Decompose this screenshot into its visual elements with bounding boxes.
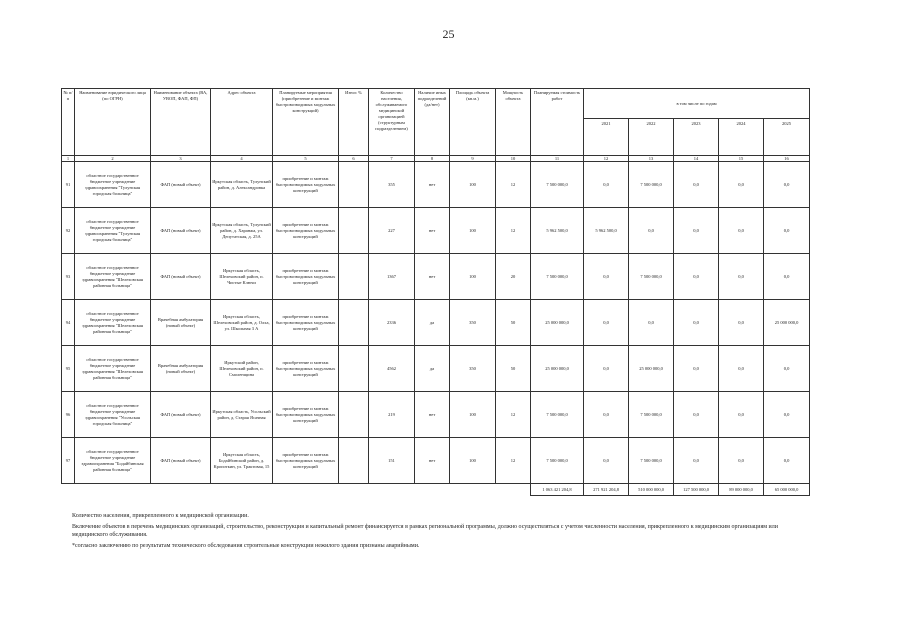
cost-2021: 0,0	[584, 392, 629, 438]
wear-percent	[339, 254, 369, 300]
cost-2022: 7 500 000,0	[629, 438, 674, 484]
area: 100	[450, 162, 496, 208]
capacity: 12	[496, 392, 531, 438]
area: 350	[450, 346, 496, 392]
header-area: Площадь объекта (кв.м.)	[450, 89, 496, 156]
header-year-2023: 2023	[674, 119, 719, 156]
row-number: 95	[62, 346, 75, 392]
note-2: Включение объектов в перечень медицинских организаций, строительство, реконструкция и капитальный ремонт финансируется в рамках региональной программы, должно осуществляться с учетом численности населения, прикрепленного к медицинским организациям или медицинского обслуживания.	[72, 524, 778, 538]
col-number: 2	[75, 156, 151, 162]
org-name: областное государственное бюджетное учреждение здравоохранения "Тулунская городская больница"	[75, 162, 151, 208]
row-number: 93	[62, 254, 75, 300]
cost-2023: 0,0	[674, 208, 719, 254]
col-number: 8	[415, 156, 450, 162]
population: 4562	[369, 346, 415, 392]
cost-2025: 0,0	[764, 162, 810, 208]
col-number: 14	[674, 156, 719, 162]
row-number: 94	[62, 300, 75, 346]
total-2022: 510 000 000,0	[629, 484, 674, 496]
row-number: 92	[62, 208, 75, 254]
other-units: нет	[415, 254, 450, 300]
object-type: Врачебная амбулатория (новый объект)	[151, 300, 211, 346]
program-table	[61, 88, 810, 496]
table-row	[62, 438, 810, 484]
total-2024: 89 000 000,0	[719, 484, 764, 496]
population: 219	[369, 392, 415, 438]
area: 350	[450, 300, 496, 346]
row-number: 91	[62, 162, 75, 208]
cost-2024: 0,0	[719, 208, 764, 254]
cost-2022: 7 500 000,0	[629, 392, 674, 438]
col-number: 6	[339, 156, 369, 162]
table-row	[62, 254, 810, 300]
header-year-2021: 2021	[584, 119, 629, 156]
notes	[72, 512, 792, 553]
header-object: Наименование объекта (ВА, УВОП, ФАП, ФП)	[151, 89, 211, 156]
header-other-units: Наличие иных подразделений (да/нет)	[415, 89, 450, 156]
area: 100	[450, 254, 496, 300]
population: 227	[369, 208, 415, 254]
header-capacity: Мощность объекта	[496, 89, 531, 156]
org-name: областное государственное бюджетное учреждение здравоохранения "Шелеховская районная больница"	[75, 300, 151, 346]
cost-2024: 0,0	[719, 392, 764, 438]
cost-2024: 0,0	[719, 162, 764, 208]
wear-percent	[339, 438, 369, 484]
other-units: нет	[415, 392, 450, 438]
planned-work: приобретение и монтаж быстровозводимых модульных конструкций	[273, 346, 339, 392]
org-name: областное государственное бюджетное учреждение здравоохранения "Шелеховская районная больница"	[75, 346, 151, 392]
cost-2023: 0,0	[674, 162, 719, 208]
total-cost: 1 063 421 204,8	[531, 484, 584, 496]
table-row	[62, 162, 810, 208]
other-units: нет	[415, 438, 450, 484]
planned-cost: 25 000 000,0	[531, 300, 584, 346]
object-address: Иркутская область, Усольский район, д. Старая Ясачная	[211, 392, 273, 438]
planned-cost: 5 962 500,0	[531, 208, 584, 254]
population: 1367	[369, 254, 415, 300]
note-3: *согласно заключению по результатам технического обследования строительные конструкции нежилого здания признаны аварийными.	[72, 543, 420, 549]
total-row	[62, 484, 810, 496]
col-number: 10	[496, 156, 531, 162]
table-row	[62, 300, 810, 346]
cost-2024: 0,0	[719, 254, 764, 300]
cost-2022: 0,0	[629, 300, 674, 346]
col-number: 7	[369, 156, 415, 162]
cost-2022: 7 500 000,0	[629, 254, 674, 300]
cost-2022: 25 000 000,0	[629, 346, 674, 392]
col-number: 11	[531, 156, 584, 162]
object-type: ФАП (новый объект)	[151, 254, 211, 300]
header-by-years: в том числе по годам	[584, 89, 810, 119]
planned-work: приобретение и монтаж быстровозводимых модульных конструкций	[273, 300, 339, 346]
cost-2025: 0,0	[764, 392, 810, 438]
other-units: нет	[415, 208, 450, 254]
planned-work: приобретение и монтаж быстровозводимых модульных конструкций	[273, 162, 339, 208]
col-number: 9	[450, 156, 496, 162]
col-number: 3	[151, 156, 211, 162]
cost-2025: 0,0	[764, 346, 810, 392]
capacity: 50	[496, 346, 531, 392]
wear-percent	[339, 346, 369, 392]
header-row	[62, 89, 810, 119]
object-type: Врачебная амбулатория (новый объект)	[151, 346, 211, 392]
planned-work: приобретение и монтаж быстровозводимых модульных конструкций	[273, 392, 339, 438]
population: 2336	[369, 300, 415, 346]
col-number: 13	[629, 156, 674, 162]
object-address: Иркутская область, Тулунский район, д. Харанжа, ул. Депутатская, д. 25А	[211, 208, 273, 254]
object-type: ФАП (новый объект)	[151, 392, 211, 438]
area: 100	[450, 438, 496, 484]
capacity: 50	[496, 300, 531, 346]
object-type: ФАП (новый объект)	[151, 438, 211, 484]
cost-2021: 0,0	[584, 438, 629, 484]
object-address: Иркутская область, Бодайбинский район, д. Кропоткин, ул. Трактовая, 15	[211, 438, 273, 484]
cost-2021: 0,0	[584, 254, 629, 300]
org-name: областное государственное бюджетное учреждение здравоохранения "Шелеховская районная больница"	[75, 254, 151, 300]
header-year-2024: 2024	[719, 119, 764, 156]
total-spacer	[62, 484, 531, 496]
capacity: 20	[496, 254, 531, 300]
table-row	[62, 208, 810, 254]
planned-cost: 7 500 000,0	[531, 438, 584, 484]
table-body	[62, 162, 810, 484]
cost-2022: 7 500 000,0	[629, 162, 674, 208]
header-work: Планируемые мероприятия (приобретение и монтаж быстровозводимых модульных конструкций)	[273, 89, 339, 156]
population: 355	[369, 162, 415, 208]
cost-2022: 0,0	[629, 208, 674, 254]
header-num: № п/п	[62, 89, 75, 156]
total-2023: 127 500 000,0	[674, 484, 719, 496]
col-number: 16	[764, 156, 810, 162]
col-number: 5	[273, 156, 339, 162]
object-address: Иркутская область, Шелеховский район, п. Чистые Ключи	[211, 254, 273, 300]
col-number: 4	[211, 156, 273, 162]
col-number: 15	[719, 156, 764, 162]
wear-percent	[339, 162, 369, 208]
cost-2025: 25 000 000,0	[764, 300, 810, 346]
wear-percent	[339, 300, 369, 346]
wear-percent	[339, 208, 369, 254]
cost-2023: 0,0	[674, 254, 719, 300]
other-units: да	[415, 300, 450, 346]
other-units: нет	[415, 162, 450, 208]
cost-2023: 0,0	[674, 300, 719, 346]
capacity: 12	[496, 162, 531, 208]
org-name: областное государственное бюджетное учреждение здравоохранения "Тулунская городская больница"	[75, 208, 151, 254]
planned-cost: 7 500 000,0	[531, 392, 584, 438]
cost-2021: 0,0	[584, 346, 629, 392]
object-type: ФАП (новый объект)	[151, 208, 211, 254]
row-number: 97	[62, 438, 75, 484]
page-number: 25	[442, 27, 455, 41]
planned-work: приобретение и монтаж быстровозводимых модульных конструкций	[273, 254, 339, 300]
cost-2024: 0,0	[719, 438, 764, 484]
wear-percent	[339, 392, 369, 438]
planned-cost: 25 000 000,0	[531, 346, 584, 392]
other-units: да	[415, 346, 450, 392]
cost-2021: 0,0	[584, 300, 629, 346]
cost-2025: 0,0	[764, 254, 810, 300]
header-population: Количество населения, обслуживаемого медицинской организацией (структурным подразделением)	[369, 89, 415, 156]
col-number: 1	[62, 156, 75, 162]
object-address: Иркутский район, Шелеховский район, п. Смоленщина	[211, 346, 273, 392]
object-type: ФАП (новый объект)	[151, 162, 211, 208]
header-year-2022: 2022	[629, 119, 674, 156]
total-2021: 271 921 204,8	[584, 484, 629, 496]
cost-2023: 0,0	[674, 438, 719, 484]
table-row	[62, 346, 810, 392]
cost-2023: 0,0	[674, 392, 719, 438]
col-number: 12	[584, 156, 629, 162]
capacity: 12	[496, 438, 531, 484]
note-1: Количество населения, прикрепленного к медицинской организации.	[72, 513, 249, 519]
cost-2024: 0,0	[719, 300, 764, 346]
planned-cost: 7 500 000,0	[531, 162, 584, 208]
object-address: Иркутская область, Тулунский район, д. Александровка	[211, 162, 273, 208]
cost-2025: 0,0	[764, 208, 810, 254]
header-wear: Износ %	[339, 89, 369, 156]
cost-2023: 0,0	[674, 346, 719, 392]
cost-2024: 0,0	[719, 346, 764, 392]
table-row	[62, 392, 810, 438]
planned-work: приобретение и монтаж быстровозводимых модульных конструкций	[273, 208, 339, 254]
header-address: Адрес объекта	[211, 89, 273, 156]
total-2025: 65 000 000,0	[764, 484, 810, 496]
row-number: 96	[62, 392, 75, 438]
population: 151	[369, 438, 415, 484]
area: 100	[450, 208, 496, 254]
area: 100	[450, 392, 496, 438]
org-name: областное государственное бюджетное учреждение здравоохранения "Бодайбинская районная больница"	[75, 438, 151, 484]
cost-2021: 5 962 500,0	[584, 208, 629, 254]
cost-2025: 0,0	[764, 438, 810, 484]
capacity: 12	[496, 208, 531, 254]
cost-2021: 0,0	[584, 162, 629, 208]
header-year-2025: 2025	[764, 119, 810, 156]
planned-work: приобретение и монтаж быстровозводимых модульных конструкций	[273, 438, 339, 484]
planned-cost: 7 500 000,0	[531, 254, 584, 300]
object-address: Иркутская область, Шелеховский район, д. Олха, ул. Школьная 3 А	[211, 300, 273, 346]
org-name: областное государственное бюджетное учреждение здравоохранения "Усольская городская больница"	[75, 392, 151, 438]
header-cost: Планируемая стоимость работ	[531, 89, 584, 156]
header-org: Наименование юридического лица (по ОГРН)	[75, 89, 151, 156]
